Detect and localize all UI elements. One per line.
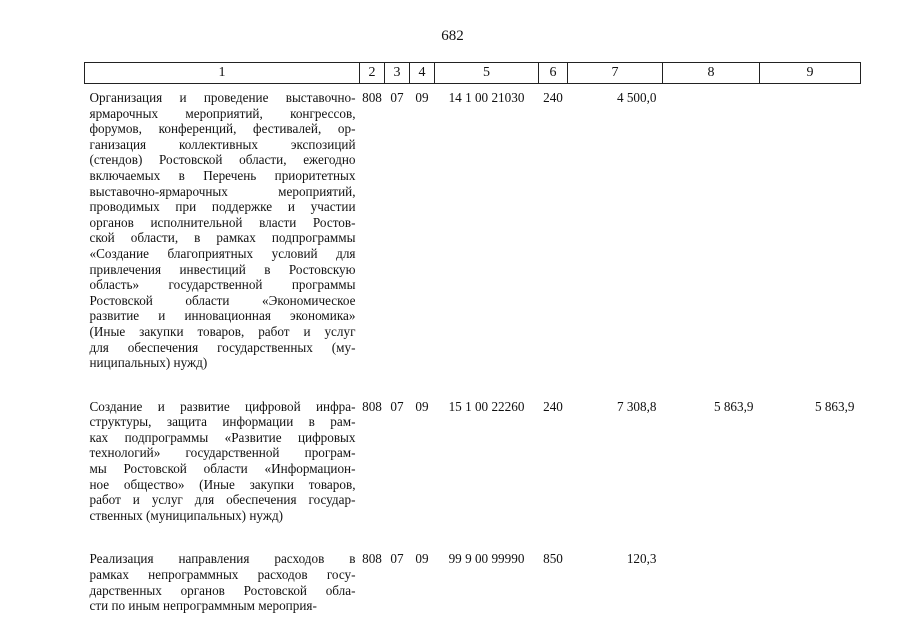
table-row — [85, 84, 861, 371]
description-line: ках подпрограммы «Развитие цифровых — [89, 429, 356, 445]
description-line: дарственных органов Ростовской обла- — [89, 582, 356, 598]
description-line: органов исполнительной власти Ростов- — [89, 214, 356, 230]
description-line: структуры, защита информации в рам- — [89, 414, 356, 430]
cell-amount-col8 — [663, 84, 760, 371]
cell-expense-type: 850 — [543, 551, 563, 567]
header-col-5: 5 — [435, 63, 539, 84]
row-description — [85, 523, 360, 613]
description-line: ное общество» (Иные закупки товаров, — [89, 476, 356, 492]
cell-amount-col9 — [760, 523, 861, 613]
header-col-7: 7 — [568, 63, 663, 84]
cell-ministry-code: 808 — [362, 90, 382, 105]
table-row — [85, 523, 861, 613]
description-line: (Иные закупки товаров, работ и услуг — [89, 323, 356, 339]
description-line: сти по иным непрограммным мероприя- — [89, 598, 317, 614]
description-line: технологий» государственной програм- — [89, 445, 356, 461]
cell-amount-col7: 7 308,8 — [616, 398, 657, 414]
description-line: для обеспечения государственных (му- — [89, 339, 356, 355]
cell-amount-col8 — [663, 523, 760, 613]
cell-subsection-code: 09 — [415, 551, 429, 567]
header-col-6: 6 — [539, 63, 568, 84]
description-line: развитие и инновационная экономика» — [89, 308, 356, 324]
description-line: область» государственной программы — [89, 277, 356, 293]
cell-target-article: 15 1 00 22260 — [448, 398, 525, 414]
cell-ministry-code: 808 — [362, 398, 382, 414]
description-line: рамках непрограммных расходов госу- — [89, 567, 356, 583]
cell-expense-type: 240 — [543, 398, 563, 414]
header-col-9: 9 — [760, 63, 861, 84]
budget-table — [84, 62, 861, 614]
cell-amount-col8: 5 863,9 — [713, 398, 754, 414]
table-body — [85, 84, 861, 614]
header-row — [85, 63, 861, 84]
cell-subsection-code: 09 — [415, 398, 429, 414]
cell-amount-col9 — [760, 84, 861, 371]
description-line: ской области, в рамках подпрограммы — [89, 230, 356, 246]
header-col-1: 1 — [85, 63, 360, 84]
description-line: ярмарочных мероприятий, конгрессов, — [89, 105, 356, 121]
budget-table-section — [84, 62, 860, 614]
description-line: включаемых в Перечень приоритетных — [89, 167, 356, 183]
row-description — [85, 371, 360, 524]
description-line: (стендов) Ростовской области, ежегодно — [89, 152, 356, 168]
cell-section-code: 07 — [390, 551, 404, 567]
header-col-3: 3 — [385, 63, 410, 84]
cell-amount-col7: 120,3 — [626, 551, 657, 567]
header-col-8: 8 — [663, 63, 760, 84]
header-col-2: 2 — [360, 63, 385, 84]
cell-expense-type: 240 — [543, 90, 563, 105]
description-line: Ростовской области «Экономическое — [89, 292, 356, 308]
description-line: работ и услуг для обеспечения государ- — [89, 492, 356, 508]
description-line: Создание и развитие цифровой инфра- — [89, 398, 356, 414]
description-line: ственных (муниципальных) нужд) — [89, 507, 284, 523]
table-row — [85, 371, 861, 524]
page-number: 682 — [441, 28, 464, 44]
cell-section-code: 07 — [390, 90, 404, 105]
description-line: привлечения инвестиций в Ростовскую — [89, 261, 356, 277]
cell-ministry-code: 808 — [362, 551, 382, 567]
description-line: ганизация коллективных экспозиций — [89, 136, 356, 152]
table-header — [85, 63, 861, 84]
cell-amount-col9: 5 863,9 — [814, 398, 855, 414]
cell-target-article: 99 9 00 99990 — [448, 551, 525, 567]
row-description — [85, 84, 360, 371]
description-line: Реализация направления расходов в — [89, 551, 356, 567]
cell-target-article: 14 1 00 21030 — [448, 90, 525, 105]
description-line: Организация и проведение выставочно- — [89, 90, 356, 105]
cell-subsection-code: 09 — [415, 90, 429, 105]
header-col-4: 4 — [410, 63, 435, 84]
description-line: выставочно-ярмарочных мероприятий, — [89, 183, 356, 199]
cell-amount-col7: 4 500,0 — [616, 90, 657, 105]
description-line: мы Ростовской области «Информацион- — [89, 461, 356, 477]
description-line: «Создание благоприятных условий для — [89, 245, 356, 261]
description-line: проводимых при поддержке и участии — [89, 199, 356, 215]
description-line: форумов, конференций, фестивалей, ор- — [89, 121, 356, 137]
description-line: ниципальных) нужд) — [89, 355, 208, 371]
cell-section-code: 07 — [390, 398, 404, 414]
